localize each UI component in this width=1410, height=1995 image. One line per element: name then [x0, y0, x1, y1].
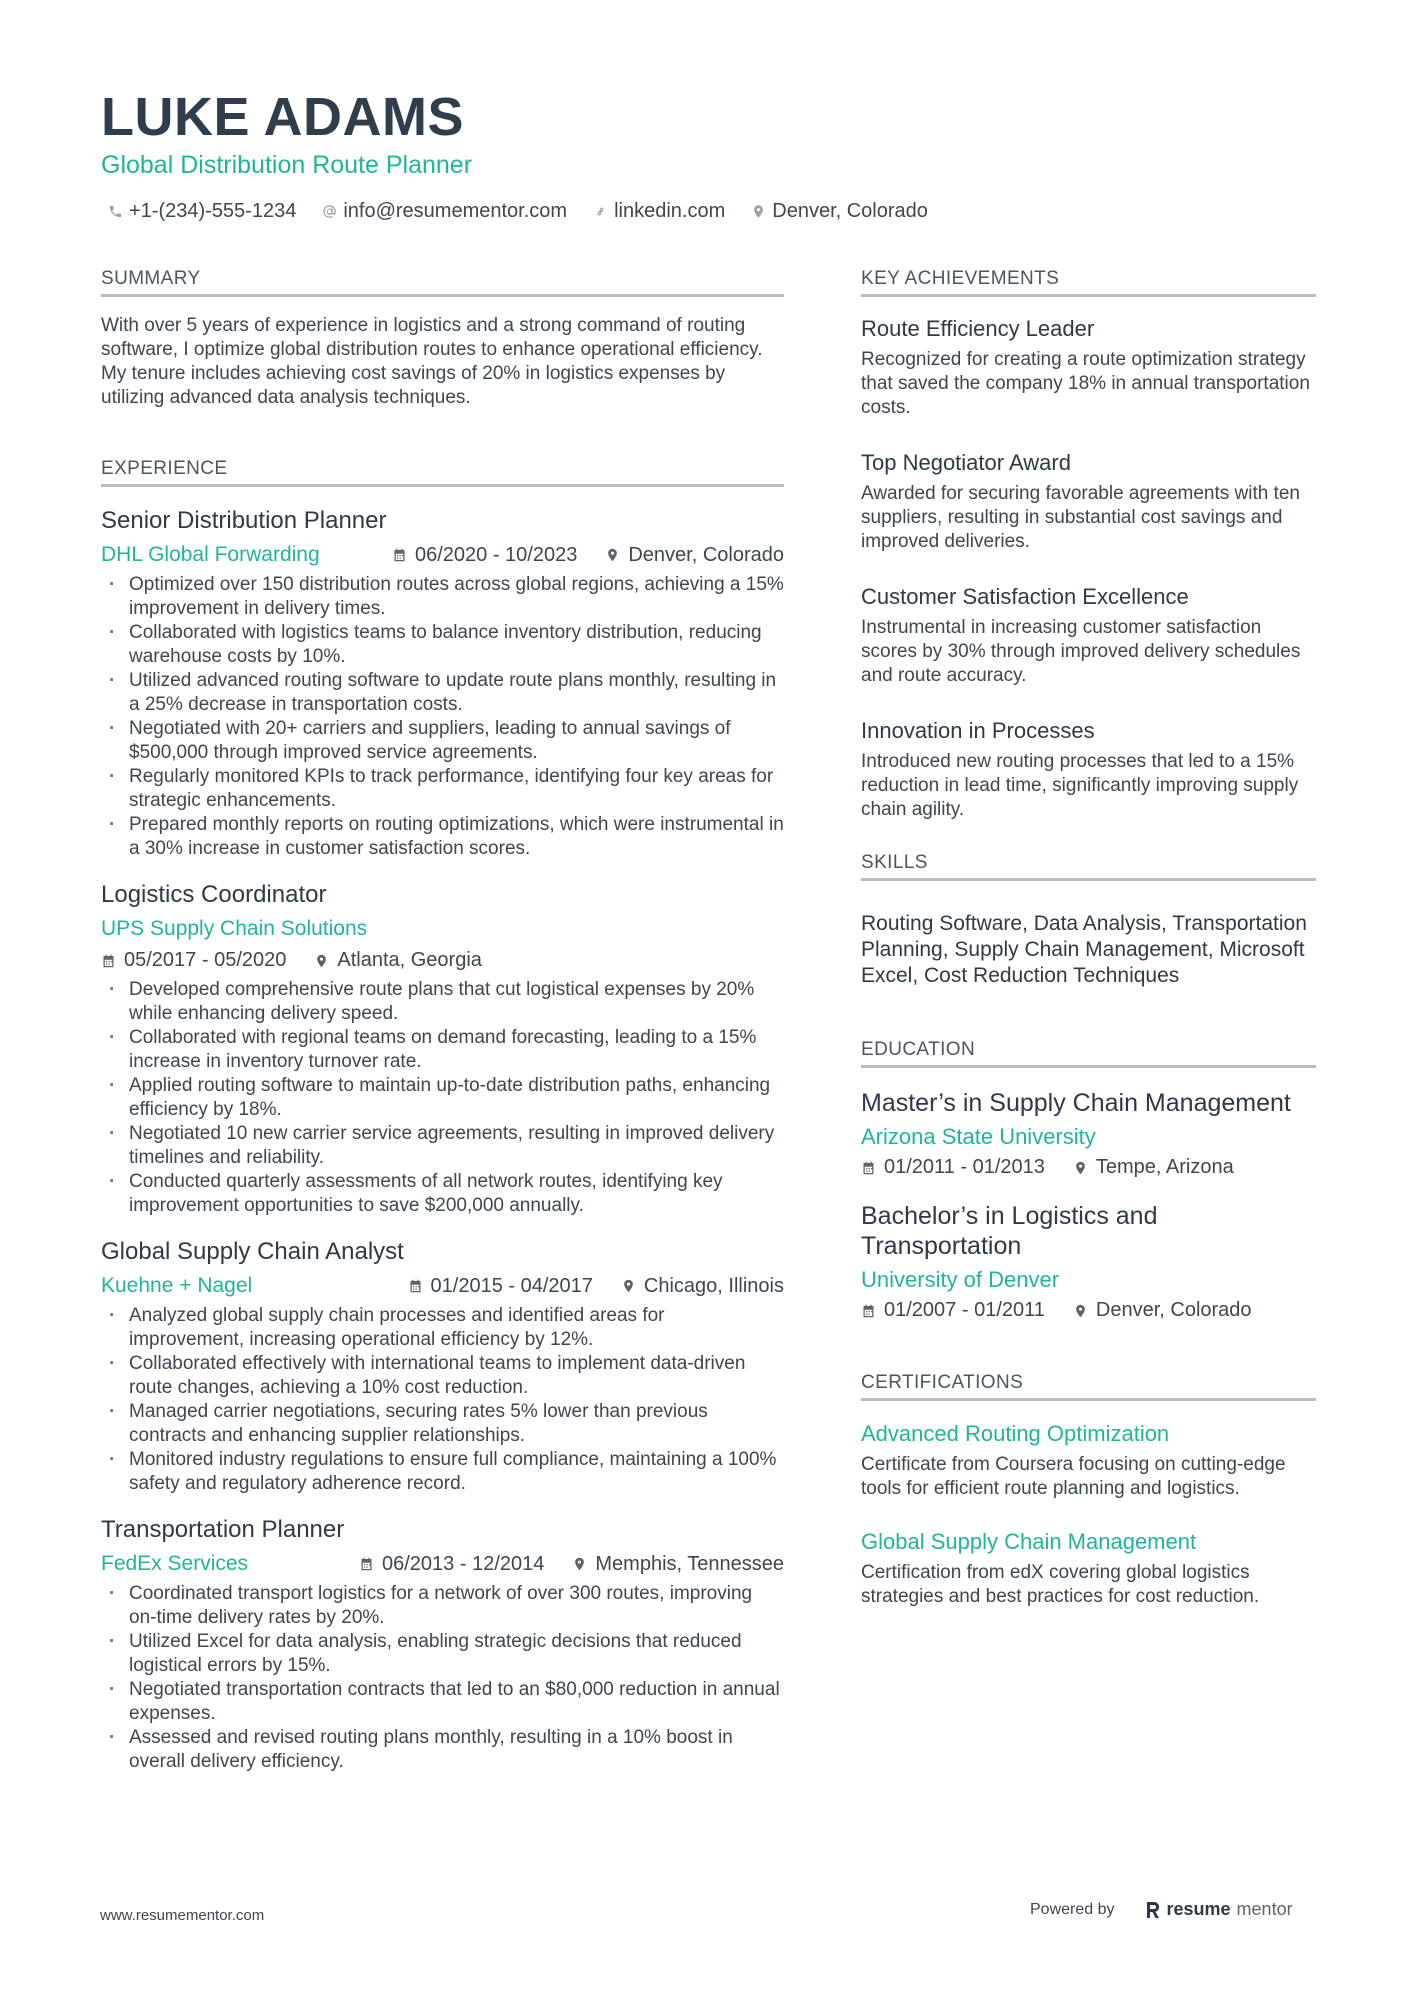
bullet-item: · Managed carrier negotiations, securing rates 5% lower than previous contracts and enhancing supplier relationships. [101, 1400, 784, 1448]
bullet-item: · Prepared monthly reports on routing optimizations, which were instrumental in a 30% increase in customer satisfaction scores. [101, 813, 784, 861]
bullet-item: · Developed comprehensive route plans that cut logistical expenses by 20% while enhancing delivery speed. [101, 978, 784, 1026]
job-title: Logistics Coordinator [101, 881, 327, 908]
email-text[interactable]: info@resumementor.com [343, 200, 568, 222]
calendar-icon [861, 1160, 876, 1176]
job-entry [101, 881, 784, 1218]
job-dates: 05/2017 - 05/2020 [124, 949, 287, 971]
contact-location [751, 200, 928, 223]
footer-powered [1030, 1899, 1293, 1920]
education-heading: EDUCATION [861, 1039, 1316, 1068]
achievement-title: Customer Satisfaction Excellence [861, 584, 1189, 609]
link-icon [593, 204, 608, 219]
company-name: Kuehne + Nagel [101, 1274, 253, 1297]
bullet-item: · Collaborated effectively with international teams to implement data-driven route changes, achieving a 10% cost reduction. [101, 1352, 784, 1400]
powered-by-text: Powered by [1030, 1900, 1115, 1918]
achievement-item [861, 584, 1316, 688]
achievement-item [861, 718, 1316, 822]
calendar-icon [392, 547, 407, 563]
bullet-item: · Collaborated with logistics teams to balance inventory distribution, reducing warehouse costs by 10%. [101, 621, 784, 669]
location-pin-icon [314, 953, 329, 969]
bullet-item: · Utilized Excel for data analysis, enabling strategic decisions that reduced logistical errors by 15%. [101, 1630, 784, 1678]
certifications-heading: CERTIFICATIONS [861, 1372, 1316, 1401]
company-name: FedEx Services [101, 1552, 249, 1575]
contact-phone [108, 200, 296, 223]
job-title: Senior Distribution Planner [101, 507, 387, 534]
school-name: Arizona State University [861, 1124, 1096, 1149]
job-bullets [101, 1582, 784, 1774]
job-entry [101, 507, 784, 861]
job-dates: 01/2015 - 04/2017 [430, 1274, 593, 1297]
school-name: University of Denver [861, 1267, 1060, 1292]
degree-title: Master’s in Supply Chain Management [861, 1089, 1291, 1117]
phone-icon [108, 204, 123, 219]
education-item [861, 1201, 1316, 1322]
education-item [861, 1088, 1316, 1179]
location-pin-icon [751, 204, 766, 219]
achievements-list [861, 316, 1316, 822]
job-meta [101, 1552, 784, 1576]
linkedin-text[interactable]: linkedin.com [614, 200, 726, 222]
job-meta [101, 1274, 784, 1298]
achievement-desc: Instrumental in increasing customer satisfaction scores by 30% through improved delivery schedules and route accuracy. [861, 617, 1301, 686]
achievement-title: Route Efficiency Leader [861, 316, 1095, 341]
bullet-item: · Coordinated transport logistics for a network of over 300 routes, improving on-time delivery rates by 20%. [101, 1582, 784, 1630]
cert-item [861, 1529, 1316, 1609]
location-pin-icon [572, 1556, 587, 1572]
cert-title: Global Supply Chain Management [861, 1529, 1197, 1554]
edu-location: Denver, Colorado [1095, 1299, 1252, 1321]
summary-text: With over 5 years of experience in logistics and a strong command of routing software, I optimize global distribution routes to enhance operational efficiency. My tenure includes achieving cost savings of 20% in logistics expenses by utilizing advanced data analysis techniques. [101, 315, 763, 408]
bullet-item: · Regularly monitored KPIs to track performance, identifying four key areas for strategic enhancements. [101, 765, 784, 813]
cert-item [861, 1421, 1316, 1501]
job-meta [101, 543, 784, 567]
location-pin-icon [605, 547, 620, 563]
location-pin-icon [1073, 1160, 1088, 1176]
bullet-item: · Optimized over 150 distribution routes across global regions, achieving a 15% improvement in delivery times. [101, 573, 784, 621]
bullet-item: · Applied routing software to maintain up-to-date distribution paths, enhancing efficiency by 18%. [101, 1074, 784, 1122]
calendar-icon [408, 1278, 423, 1294]
skills-heading: SKILLS [861, 852, 1316, 881]
job-meta [101, 917, 784, 941]
achievement-title: Innovation in Processes [861, 718, 1095, 743]
resumementor-logo-icon [1145, 1901, 1161, 1919]
cert-desc: Certification from edX covering global logistics strategies and best practices for cost reduction. [861, 1562, 1260, 1607]
candidate-title: Global Distribution Route Planner [101, 151, 473, 179]
degree-title: Bachelor’s in Logistics and Transportation [861, 1202, 1158, 1260]
at-icon [322, 204, 337, 219]
bullet-item: · Analyzed global supply chain processes and identified areas for improvement, increasing operational efficiency by 12%. [101, 1304, 784, 1352]
job-title: Transportation Planner [101, 1516, 345, 1543]
summary-heading: SUMMARY [101, 268, 784, 297]
bullet-item: · Monitored industry regulations to ensure full compliance, maintaining a 100% safety and regulatory adherence record. [101, 1448, 784, 1496]
achievement-item [861, 316, 1316, 420]
job-title: Global Supply Chain Analyst [101, 1238, 404, 1265]
job-location: Atlanta, Georgia [337, 949, 482, 971]
job-location: Memphis, Tennessee [595, 1552, 784, 1575]
location-text: Denver, Colorado [772, 200, 928, 222]
location-pin-icon [621, 1278, 636, 1294]
brand-logo[interactable]: resume mentor [1145, 1899, 1293, 1920]
job-entry [101, 1238, 784, 1496]
edu-location: Tempe, Arizona [1095, 1156, 1234, 1178]
job-entry [101, 1516, 784, 1774]
calendar-icon [359, 1556, 374, 1572]
bullet-item: · Negotiated 10 new carrier service agreements, resulting in improved delivery timelines and reliability. [101, 1122, 784, 1170]
bullet-item: · Conducted quarterly assessments of all network routes, identifying key improvement opportunities to save $200,000 annually. [101, 1170, 784, 1218]
edu-dates: 01/2011 - 01/2013 [884, 1156, 1045, 1178]
company-name: UPS Supply Chain Solutions [101, 917, 368, 940]
skills-text: Routing Software, Data Analysis, Transportation Planning, Supply Chain Management, Microsoft Excel, Cost Reduction Techniques [861, 912, 1307, 987]
footer-website[interactable]: www.resumementor.com [100, 1907, 265, 1924]
achievement-desc: Awarded for securing favorable agreements with ten suppliers, resulting in substantial cost savings and improved deliveries. [861, 483, 1301, 552]
cert-desc: Certificate from Coursera focusing on cutting-edge tools for efficient route planning and logistics. [861, 1454, 1286, 1499]
job-bullets [101, 978, 784, 1218]
job-bullets [101, 1304, 784, 1496]
job-bullets [101, 573, 784, 861]
bullet-item: · Collaborated with regional teams on demand forecasting, leading to a 15% increase in inventory turnover rate. [101, 1026, 784, 1074]
company-name: DHL Global Forwarding [101, 543, 320, 566]
contact-bar [108, 200, 928, 223]
left-column [101, 268, 784, 1774]
job-location: Chicago, Illinois [643, 1274, 784, 1297]
achievement-desc: Recognized for creating a route optimization strategy that saved the company 18% in annual transportation costs. [861, 349, 1310, 418]
contact-linkedin[interactable] [593, 200, 725, 223]
bullet-item: · Assessed and revised routing plans monthly, resulting in a 10% boost in overall delivery efficiency. [101, 1726, 784, 1774]
location-pin-icon [1073, 1303, 1088, 1319]
job-location: Denver, Colorado [628, 543, 784, 566]
experience-heading: EXPERIENCE [101, 458, 784, 487]
right-column [861, 268, 1316, 1609]
bullet-item: · Negotiated transportation contracts that led to an $80,000 reduction in annual expenses. [101, 1678, 784, 1726]
achievements-heading: KEY ACHIEVEMENTS [861, 268, 1316, 297]
achievement-item [861, 450, 1316, 554]
bullet-item: · Utilized advanced routing software to update route plans monthly, resulting in a 25% decrease in transportation costs. [101, 669, 784, 717]
edu-dates: 01/2007 - 01/2011 [884, 1299, 1045, 1321]
achievement-desc: Introduced new routing processes that led to a 15% reduction in lead time, significantly improving supply chain agility. [861, 751, 1299, 820]
contact-email[interactable] [322, 200, 567, 223]
achievement-title: Top Negotiator Award [861, 450, 1071, 475]
calendar-icon [101, 953, 116, 969]
bullet-item: · Negotiated with 20+ carriers and suppliers, leading to annual savings of $500,000 through improved service agreements. [101, 717, 784, 765]
job-dates: 06/2020 - 10/2023 [414, 543, 578, 566]
calendar-icon [861, 1303, 876, 1319]
phone-text: +1-(234)-555-1234 [129, 200, 297, 222]
candidate-name: LUKE ADAMS [101, 87, 464, 147]
job-dates: 06/2013 - 12/2014 [382, 1552, 545, 1575]
cert-title: Advanced Routing Optimization [861, 1421, 1170, 1446]
